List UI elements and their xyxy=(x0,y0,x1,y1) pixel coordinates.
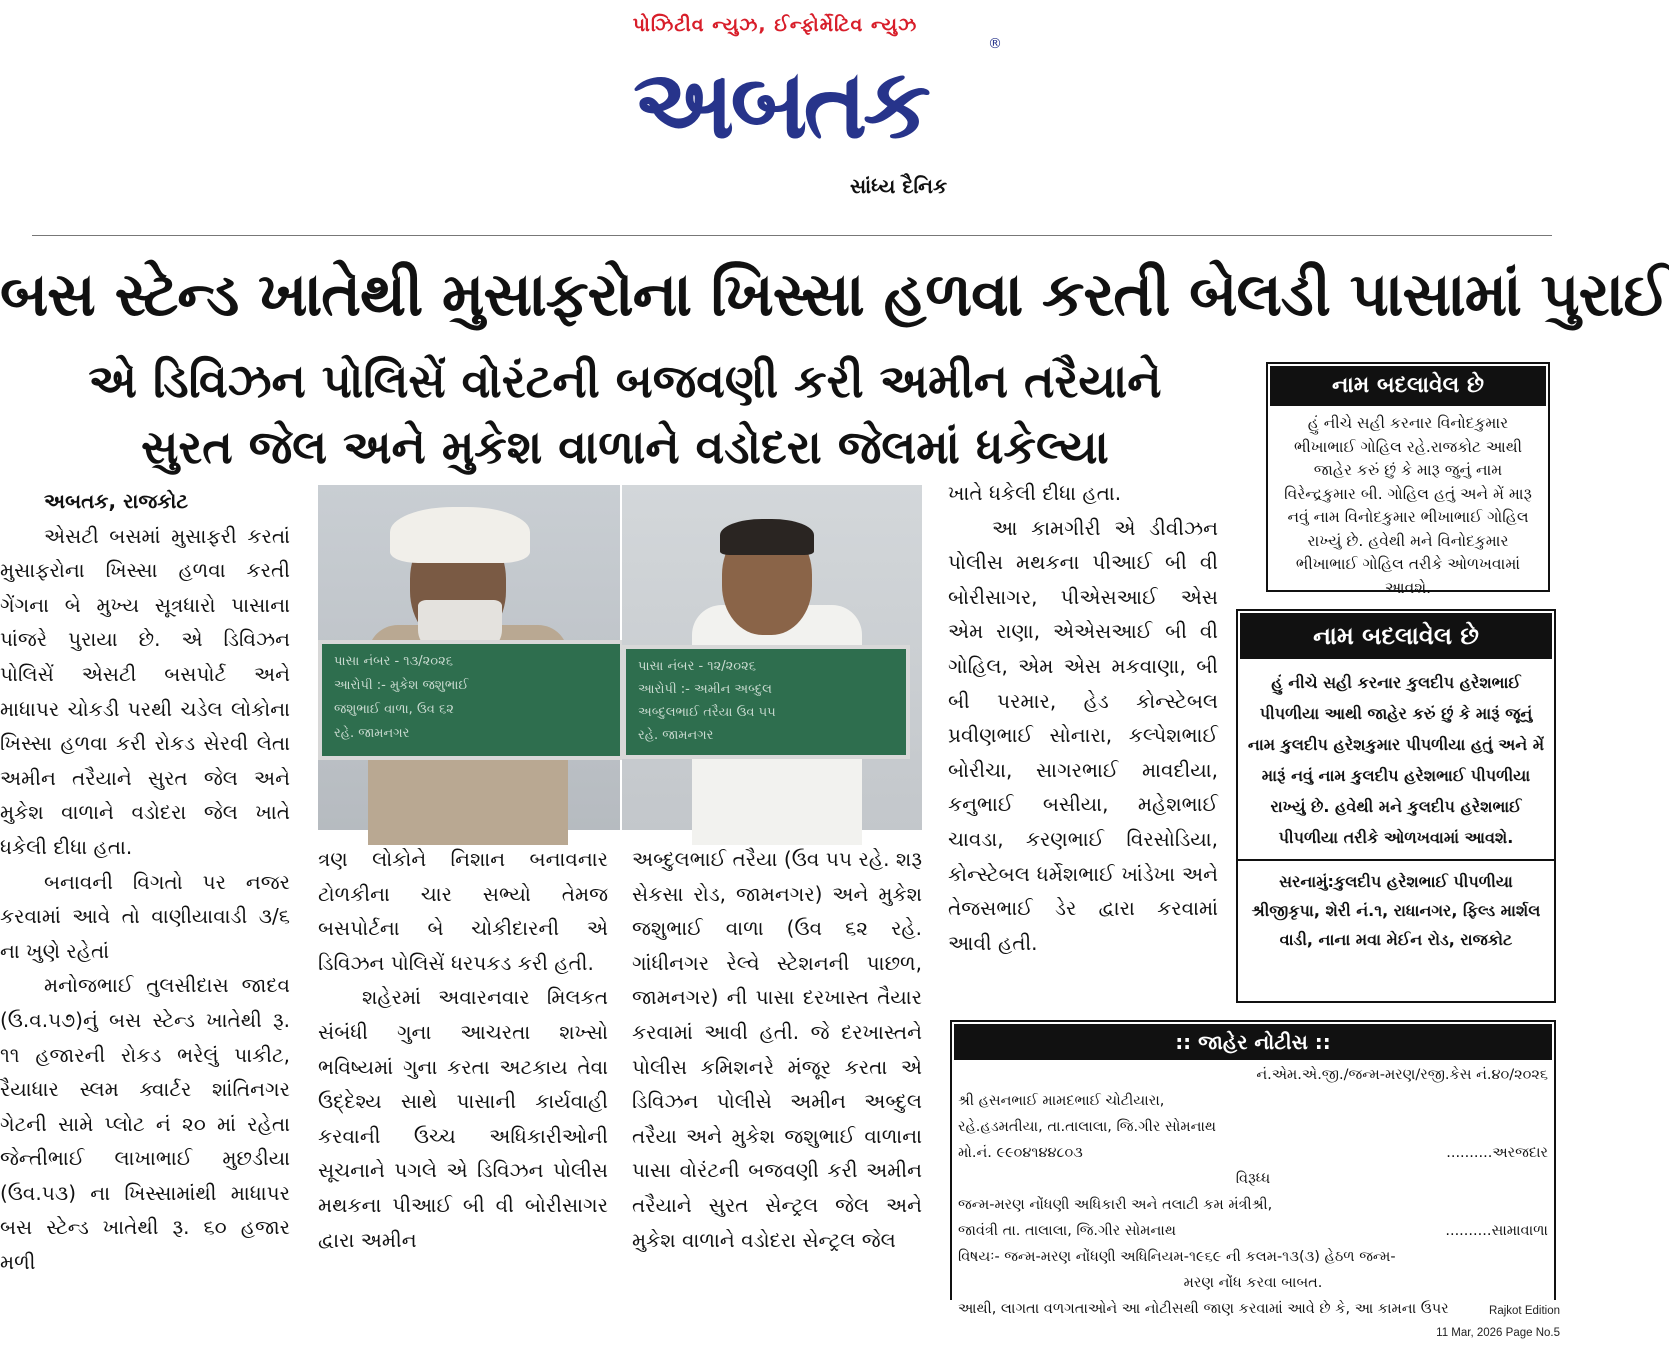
board-line-text: રહે. જામનગર xyxy=(638,728,714,743)
article-column-1 xyxy=(0,484,290,1280)
article-column-4 xyxy=(948,476,1218,960)
applicant-address: રહે.હડમતીયા, તા.તાલાલા, જિ.ગીર સોમનાથ xyxy=(958,1119,1217,1135)
versus-label: વિરૂધ્ધ xyxy=(1235,1171,1271,1187)
notice-divider xyxy=(1238,859,1554,861)
board-line-text: અબ્દુલભાઈ તરૈયા ઉવ ૫૫ xyxy=(638,705,776,720)
board-line-text: આરોપી :- અમીન અબ્દુલ xyxy=(638,682,772,697)
edition-type: સાંધ્ય દૈનિક xyxy=(850,174,948,198)
edition-label: Rajkot Edition xyxy=(1489,1305,1560,1317)
sub-headline-line-1: એ ડિવિઝન પોલિસેં વોરંટની બજવણી કરી અમીન તરૈયાને xyxy=(88,354,1162,408)
article-paragraph: અબ્દુલભાઈ તરૈયા (ઉવ ૫૫ રહે. શરૂ સેકસા રોડ, જામનગર) અને મુકેશ જશુભાઈ વાળા (ઉવ ૬૨ રહે. ગાંધીનગર રેલ્વે સ્ટેશનની પાછળ, જામનગર) ની પાસા દરખાસ્ત તૈયાર કરવામાં આવી હતી. જે દરખાસ્તને પોલીસ કમિશનરે મંજૂર કરતા એ ડિવિઝન પોલીસે અમીન અબ્દુલ તરૈયા અને મુકેશ જશુભાઈ વાળાના પાસા વોરંટની બજવણી કરી અમીન તરૈયાને સુરત સેન્ટ્રલ જેલ અને મુકેશ વાળાને વડોદરા સેન્ટ્રલ જેલ xyxy=(632,847,922,1252)
board-line-text: આરોપી :- મુકેશ જશુભાઈ xyxy=(334,678,469,693)
case-number: નં.એમ.એ.જી./જન્મ-મરણ/રજી.કેસ નં.૪૦/૨૦૨૬ xyxy=(1256,1067,1548,1083)
registered-mark: ® xyxy=(988,36,1002,52)
article-paragraph: મનોજભાઈ તુલસીદાસ જાદવ (ઉ.વ.૫૭)નું બસ સ્ટેન્ડ ખાતેથી રૂ. ૧૧ હજારની રોકડ ભરેલું પાકીટ, રૈયાધાર સ્લમ ક્વાર્ટર શાંતિનગર ગેટની સામે પ્લોટ નં ૨૦ માં રહેતા જેન્તીભાઈ લાખાભાઈ મુછડીયા (ઉવ.૫૩) ના ખિસ્સામાંથી માધાપર બસ સ્ટેન્ડ ખાતેથી રૂ. ૬૦ હજાર મળી xyxy=(0,973,290,1275)
article-paragraph: આ કામગીરી એ ડીવીઝન પોલીસ મથકના પીઆઈ બી વી બોરીસાગર, પીએસઆઈ એસ એમ રાણા, એએસઆઈ બી વી ગોહિલ, એમ એસ મકવાણા, બી બી પરમાર, હેડ કોન્સ્ટેબલ પ્રવીણભાઈ સોનારા, કલ્પેશભાઈ બોરીચા, સાગરભાઈ માવદીયા, કનુભાઈ બસીયા, મહેશભાઈ ચાવડા, કરણભાઈ વિરસોડિયા, કોન્સ્ટેબલ ધર્મેશભાઈ ખાંડેખા અને તેજસભાઈ ડેર દ્વારા કરવામાં આવી હતી. xyxy=(948,515,1218,955)
masthead-divider xyxy=(32,235,1552,236)
notice-title: નામ બદલાવેલ છે xyxy=(1240,613,1552,659)
article-paragraph: ખાતે ધકેલી દીધા હતા. xyxy=(948,481,1122,505)
accused-photo-left xyxy=(318,485,620,830)
dateline: અબતક, રાજકોટ xyxy=(44,489,189,513)
page-footer xyxy=(1436,1300,1560,1344)
respondent-row xyxy=(952,1218,1554,1244)
respondent-line-2: જાવંત્રી તા. તાલાલા, જિ.ગીર સોમનાથ xyxy=(958,1223,1176,1239)
person-turban xyxy=(390,507,530,563)
name-board-right xyxy=(622,645,910,759)
respondent-line-1: જન્મ-મરણ નોંધણી અધિકારી અને તલાટી કમ મંત્રીશ્રી, xyxy=(958,1197,1273,1213)
article-paragraph: ત્રણ લોકોને નિશાન બનાવનાર ટોળકીના ચાર સભ્યો તેમજ બસપોર્ટના બે ચોકીદારની એ ડિવિઝન પોલિસેં ધરપકડ કરી હતી. xyxy=(318,847,608,975)
applicant-role: ..........અરજદાર xyxy=(1446,1145,1548,1161)
article-paragraph: એસટી બસમાં મુસાફરી કરતાં મુસાફરોના ખિસ્સા હળવા કરતી ગેંગના બે મુખ્ય સૂત્રધારો પાસાના પાંજરે પુરાયા છે. એ ડિવિઝન પોલિસેં એસટી બસપોર્ટ અને માધાપર ચોકડી પરથી ચડેલ લોકોના ખિસ્સા હળવા કરી રોકડ સેરવી લેતા અમીન તરૈયાને સુરત જેલ અને મુકેશ વાળાને વડોદરા જેલ ખાતે ધકેલી દીધા હતા. xyxy=(0,523,290,859)
applicant-mobile: મો.નં. ૯૯૦૪૧૪૪૮૦૩ xyxy=(958,1145,1083,1161)
accused-photo-right xyxy=(622,485,922,830)
board-line-text: પાસા નંબર - ૧૨/૨૦૨૬ xyxy=(638,659,757,674)
name-change-notice-2 xyxy=(1236,609,1556,1003)
notice-title: નામ બદલાવેલ છે xyxy=(1270,366,1546,406)
subject-line-2: મરણ નોંધ કરવા બાબત. xyxy=(1183,1275,1323,1291)
board-line-text: જશુભાઈ વાળા, ઉવ ૬૨ xyxy=(334,702,454,717)
person-hair xyxy=(720,519,814,555)
article-paragraph: શહેરમાં અવારનવાર મિલકત સંબંધી ગુના આચરતા શખ્સો ભવિષ્યમાં ગુના કરતા અટકાય તેવા ઉદ્દેશ્ય સાથે પાસાની કાર્યવાહી કરવાની ઉચ્ચ અધિકારીઓની સૂચનાને પગલે એ ડિવિઝન પોલીસ મથકના પીઆઈ બી વી બોરીસાગર દ્વારા અમીન xyxy=(318,985,608,1252)
article-paragraph: બનાવની વિગતો પર નજર કરવામાં આવે તો વાણીયાવાડી ૩/૬ ના ખુણે રહેતાં xyxy=(0,869,290,963)
name-change-notice-1 xyxy=(1266,362,1550,597)
name-board-left xyxy=(318,640,624,760)
applicant-name: શ્રી હસનભાઈ મામદભાઈ ચોટીયારા, xyxy=(958,1093,1165,1109)
notice-title: :: જાહેર નોટીસ :: xyxy=(954,1024,1552,1060)
masthead xyxy=(560,14,1010,204)
article-column-3 xyxy=(632,842,922,1257)
subject-line-1: વિષયઃ- જન્મ-મરણ નોંધણી અધિનિયમ-૧૯૬૯ ની કલમ-૧૩(૩) હેઠળ જન્મ- xyxy=(958,1249,1396,1265)
notice-body: હું નીચે સહી કરનાર વિનોદકુમાર ભીખાભાઈ ગોહિલ રહે.રાજકોટ આથી જાહેર કરું છું કે મારૂ જુનું નામ વિરેન્દ્રકુમાર બી. ગોહિલ હતું અને મેં મારૂ નવું નામ વિનોદકુમાર ભીખાભાઈ ગોહિલ રાખ્યું છે. હવેથી મને વિનોદકુમાર ભીખાભાઈ ગોહિલ તરીકે ઓળખવામાં આવશે. xyxy=(1284,414,1532,597)
masthead-tagline: પોઝિટીવ ન્યુઝ, ઈન્ફોર્મેટિવ ન્યુઝ xyxy=(632,14,918,36)
notice-body: હું નીચે સહી કરનાર કુલદીપ હરેશભાઈ પીપળીયા આથી જાહેર કરું છું કે મારૂં જૂનું નામ કુલદીપ હરેશકુમાર પીપળીયા હતું અને મેં મારૂં નવું નામ કુલદીપ હરેશભાઈ પીપળીયા રાખ્યું છે. હવેથી મને કુલદીપ હરેશભાઈ પીપળીયા તરીકે ઓળખવામાં આવશે. xyxy=(1247,673,1545,847)
board-line-text: રહે. જામનગર xyxy=(334,726,410,741)
date-page-label: 11 Mar, 2026 Page No.5 xyxy=(1436,1327,1560,1339)
respondent-role: ..........સામાવાળા xyxy=(1445,1223,1548,1239)
notice-address: સરનામું:કુલદીપ હરેશભાઈ પીપળીયા શ્રીજીકૃપા, શેરી નં.૧, રાધાનગર, ફિલ્ડ માર્શલ વાડી, નાના મવા મેઈન રોડ, રાજકોટ xyxy=(1251,872,1541,949)
board-line-text: પાસા નંબર - ૧૩/૨૦૨૬ xyxy=(334,654,454,669)
article-column-2 xyxy=(318,842,608,1257)
notice-closing: આથી, લાગતા વળગતાઓને આ નોટીસથી જાણ કરવામાં આવે છે કે, આ કામના ઉપર xyxy=(958,1301,1449,1317)
applicant-row xyxy=(952,1140,1554,1166)
main-headline: બસ સ્ટેન્ડ ખાતેથી મુસાફરોના ખિસ્સા હળવા કરતી બેલડી પાસામાં પુરાઈ xyxy=(0,260,1669,330)
sub-headline-line-2: સુરત જેલ અને મુકેશ વાળાને વડોદરા જેલમાં ધકેલ્યા xyxy=(141,420,1109,474)
newspaper-logo: અબતક xyxy=(633,48,927,160)
